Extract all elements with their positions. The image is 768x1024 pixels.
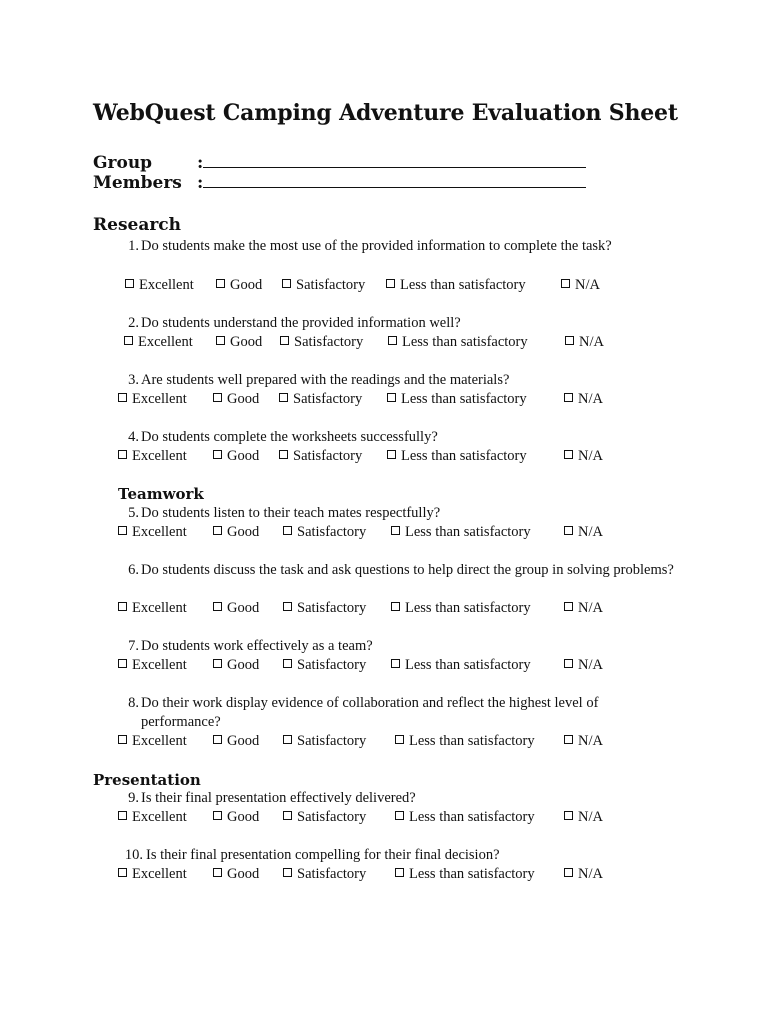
question-text: Do students complete the worksheets successfully? [141, 429, 438, 445]
rating-option-label: N/A [578, 391, 603, 407]
checkbox[interactable] [395, 868, 404, 877]
question-1 [117, 237, 677, 275]
checkbox[interactable] [283, 659, 292, 668]
rating-option-label: Good [227, 733, 260, 749]
checkbox[interactable] [118, 526, 127, 535]
rating-option[interactable] [395, 865, 535, 884]
question-number: 6. [128, 562, 139, 578]
checkbox[interactable] [118, 735, 127, 744]
rating-option-label: Less than satisfactory [409, 733, 535, 749]
rating-option[interactable] [118, 808, 187, 827]
rating-option[interactable] [213, 390, 259, 409]
rating-option-label: N/A [578, 657, 603, 673]
checkbox[interactable] [564, 659, 573, 668]
rating-option-label: N/A [578, 524, 603, 540]
checkbox[interactable] [213, 659, 222, 668]
question-4 [117, 428, 677, 447]
checkbox[interactable] [213, 811, 222, 820]
checkbox[interactable] [213, 450, 222, 459]
question-8 [117, 694, 677, 732]
checkbox[interactable] [213, 602, 222, 611]
rating-option[interactable] [387, 447, 527, 466]
rating-option[interactable] [279, 390, 362, 409]
page-title: WebQuest Camping Adventure Evaluation Sheet [93, 100, 678, 126]
group-colon: : [197, 153, 204, 173]
checkbox[interactable] [395, 735, 404, 744]
question-number: 9. [128, 790, 139, 806]
rating-option[interactable] [213, 865, 259, 884]
question-text: Are students well prepared with the readings and the materials? [141, 372, 510, 388]
rating-option[interactable] [387, 390, 527, 409]
checkbox[interactable] [118, 659, 127, 668]
checkbox[interactable] [565, 336, 574, 345]
rating-option-label: N/A [575, 277, 600, 293]
rating-option[interactable] [213, 523, 259, 542]
rating-option[interactable] [118, 447, 187, 466]
rating-option-label: Good [227, 524, 260, 540]
question-number: 4. [128, 429, 139, 445]
checkbox[interactable] [118, 450, 127, 459]
question-number: 5. [128, 505, 139, 521]
checkbox[interactable] [216, 279, 225, 288]
rating-option-label: Excellent [132, 600, 187, 616]
rating-option-label: Satisfactory [297, 657, 367, 673]
rating-option[interactable] [395, 808, 535, 827]
checkbox[interactable] [279, 450, 288, 459]
section-teamwork: Teamwork [118, 485, 204, 503]
question-text: Do students listen to their teach mates respectfully? [141, 505, 441, 521]
rating-option[interactable] [213, 656, 259, 675]
rating-option-label: N/A [578, 809, 603, 825]
rating-option[interactable] [125, 276, 194, 295]
rating-option[interactable] [283, 656, 366, 675]
question-10 [117, 846, 677, 865]
checkbox[interactable] [283, 526, 292, 535]
rating-option[interactable] [564, 656, 603, 675]
rating-option-label: N/A [578, 600, 603, 616]
question-9 [117, 789, 677, 808]
checkbox[interactable] [118, 602, 127, 611]
rating-option-label: Less than satisfactory [405, 657, 531, 673]
rating-option-label: Satisfactory [297, 866, 367, 882]
rating-option-label: Excellent [132, 524, 187, 540]
members-label: Members [93, 173, 182, 193]
question-5 [117, 504, 677, 523]
question-text: Do students make the most use of the provided information to complete the task? [141, 238, 612, 254]
rating-option[interactable] [564, 523, 603, 542]
section-presentation: Presentation [93, 771, 201, 789]
checkbox[interactable] [283, 735, 292, 744]
checkbox[interactable] [213, 868, 222, 877]
rating-option[interactable] [395, 732, 535, 751]
question-3 [117, 371, 677, 390]
rating-option[interactable] [283, 865, 366, 884]
checkbox[interactable] [124, 336, 133, 345]
question-text: Is their final presentation compelling for their final decision? [146, 847, 500, 863]
rating-option[interactable] [564, 447, 603, 466]
checkbox[interactable] [279, 393, 288, 402]
question-text: Do students work effectively as a team? [141, 638, 373, 654]
rating-option[interactable] [118, 390, 187, 409]
rating-option[interactable] [391, 523, 531, 542]
checkbox[interactable] [283, 811, 292, 820]
rating-option-label: N/A [578, 733, 603, 749]
rating-option[interactable] [391, 599, 531, 618]
checkbox[interactable] [282, 279, 291, 288]
rating-option-label: Excellent [138, 334, 193, 350]
members-field [93, 172, 586, 192]
rating-option[interactable] [282, 276, 365, 295]
rating-option-label: Satisfactory [294, 334, 364, 350]
checkbox[interactable] [391, 526, 400, 535]
rating-option[interactable] [391, 656, 531, 675]
checkbox[interactable] [386, 279, 395, 288]
rating-option[interactable] [283, 732, 366, 751]
checkbox[interactable] [118, 393, 127, 402]
checkbox[interactable] [564, 868, 573, 877]
rating-option-label: Good [227, 866, 260, 882]
rating-option-label: Satisfactory [297, 809, 367, 825]
rating-option-label: Excellent [132, 733, 187, 749]
question-text: Do students understand the provided information well? [141, 315, 461, 331]
rating-option-label: Less than satisfactory [409, 809, 535, 825]
checkbox[interactable] [561, 279, 570, 288]
rating-option-label: Satisfactory [297, 600, 367, 616]
rating-option[interactable] [564, 599, 603, 618]
rating-option-label: Less than satisfactory [401, 391, 527, 407]
rating-option-label: Satisfactory [297, 733, 367, 749]
question-number: 1. [128, 238, 139, 254]
rating-option[interactable] [564, 390, 603, 409]
rating-option-label: Excellent [132, 657, 187, 673]
rating-option[interactable] [216, 333, 262, 352]
rating-option-label: Excellent [139, 277, 194, 293]
checkbox[interactable] [118, 811, 127, 820]
rating-option-label: Satisfactory [297, 524, 367, 540]
rating-option-label: Satisfactory [296, 277, 366, 293]
rating-option-label: Excellent [132, 391, 187, 407]
question-number: 3. [128, 372, 139, 388]
rating-option[interactable] [564, 808, 603, 827]
question-number: 10. [124, 847, 143, 863]
checkbox[interactable] [564, 450, 573, 459]
rating-option-label: Satisfactory [293, 391, 363, 407]
rating-option-label: Satisfactory [293, 448, 363, 464]
rating-option-label: N/A [578, 866, 603, 882]
rating-option[interactable] [124, 333, 193, 352]
checkbox[interactable] [391, 602, 400, 611]
checkbox[interactable] [387, 393, 396, 402]
rating-option[interactable] [280, 333, 363, 352]
checkbox[interactable] [280, 336, 289, 345]
rating-option[interactable] [118, 732, 187, 751]
rating-option-label: Less than satisfactory [401, 448, 527, 464]
members-colon: : [197, 173, 204, 193]
rating-option-label: Good [227, 809, 260, 825]
rating-option[interactable] [213, 732, 259, 751]
rating-option-label: Excellent [132, 448, 187, 464]
question-text: Do their work display evidence of collaboration and reflect the highest level of performance? [141, 695, 599, 730]
question-7 [117, 637, 677, 656]
rating-option-label: Good [230, 334, 263, 350]
members-input-line[interactable] [203, 172, 586, 188]
rating-option-label: Less than satisfactory [409, 866, 535, 882]
rating-option-label: Excellent [132, 809, 187, 825]
question-text: Is their final presentation effectively delivered? [141, 790, 416, 806]
rating-option-label: Less than satisfactory [405, 524, 531, 540]
question-number: 2. [128, 315, 139, 331]
rating-option-label: Less than satisfactory [402, 334, 528, 350]
rating-option[interactable] [118, 523, 187, 542]
question-2 [117, 314, 677, 333]
rating-option[interactable] [213, 808, 259, 827]
checkbox[interactable] [388, 336, 397, 345]
checkbox[interactable] [216, 336, 225, 345]
rating-option[interactable] [118, 599, 187, 618]
rating-option[interactable] [213, 447, 259, 466]
rating-option[interactable] [118, 656, 187, 675]
checkbox[interactable] [283, 868, 292, 877]
group-label: Group [93, 153, 153, 173]
checkbox[interactable] [118, 868, 127, 877]
checkbox[interactable] [564, 393, 573, 402]
rating-option-label: N/A [579, 334, 604, 350]
question-6 [117, 561, 677, 599]
question-number: 7. [128, 638, 139, 654]
question-number: 8. [128, 695, 139, 711]
group-field [93, 152, 586, 172]
rating-option-label: Good [227, 657, 260, 673]
rating-option[interactable] [386, 276, 526, 295]
rating-option[interactable] [564, 865, 603, 884]
rating-option-label: Good [227, 448, 260, 464]
rating-option[interactable] [118, 865, 187, 884]
group-input-line[interactable] [203, 152, 586, 168]
rating-option-label: Good [227, 391, 260, 407]
rating-option[interactable] [564, 732, 603, 751]
checkbox[interactable] [213, 735, 222, 744]
rating-option-label: Less than satisfactory [405, 600, 531, 616]
rating-option-label: Good [230, 277, 263, 293]
checkbox[interactable] [564, 526, 573, 535]
checkbox[interactable] [395, 811, 404, 820]
checkbox[interactable] [283, 602, 292, 611]
section-research: Research [93, 215, 182, 235]
rating-option[interactable] [283, 808, 366, 827]
checkbox[interactable] [213, 526, 222, 535]
checkbox[interactable] [564, 602, 573, 611]
rating-option[interactable] [283, 523, 366, 542]
rating-option[interactable] [561, 276, 600, 295]
rating-option-label: N/A [578, 448, 603, 464]
rating-option-label: Less than satisfactory [400, 277, 526, 293]
checkbox[interactable] [125, 279, 134, 288]
rating-option[interactable] [213, 599, 259, 618]
rating-option[interactable] [283, 599, 366, 618]
checkbox[interactable] [387, 450, 396, 459]
checkbox[interactable] [564, 811, 573, 820]
checkbox[interactable] [391, 659, 400, 668]
rating-option[interactable] [565, 333, 604, 352]
checkbox[interactable] [564, 735, 573, 744]
rating-option-label: Excellent [132, 866, 187, 882]
rating-option[interactable] [388, 333, 528, 352]
rating-option-label: Good [227, 600, 260, 616]
checkbox[interactable] [213, 393, 222, 402]
rating-option[interactable] [279, 447, 362, 466]
rating-option[interactable] [216, 276, 262, 295]
question-text: Do students discuss the task and ask questions to help direct the group in solving problems? [141, 562, 674, 578]
